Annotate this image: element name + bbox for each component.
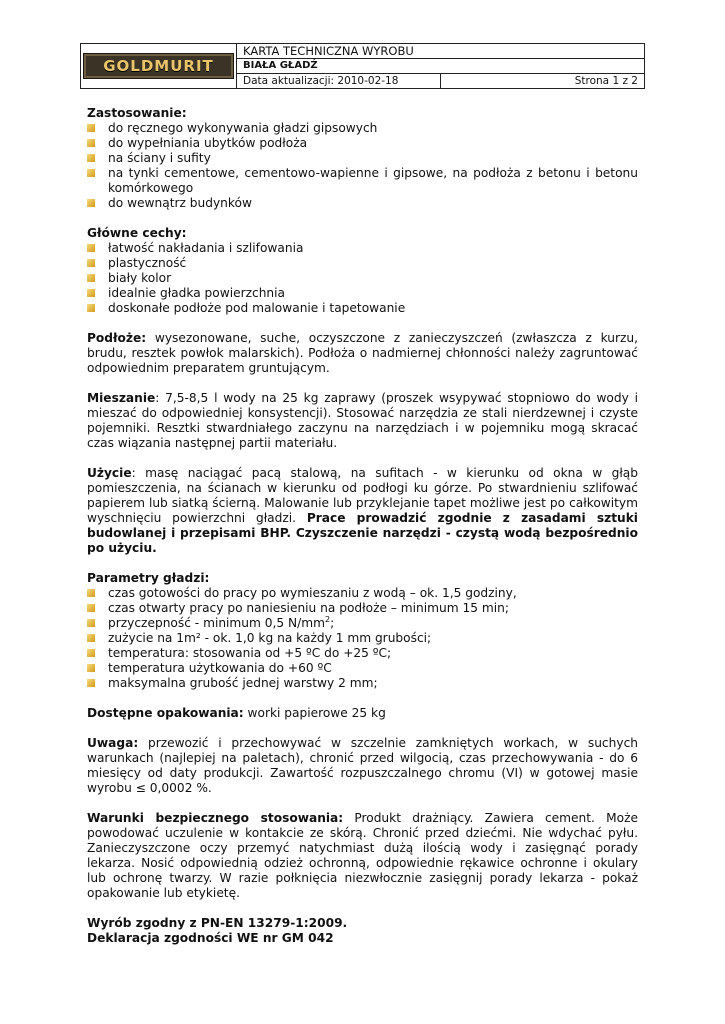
section-cechy [87, 226, 638, 316]
parametry-list [87, 586, 638, 691]
section-opakowania [87, 706, 638, 721]
opakowania-label: Dostępne opakowania: [87, 706, 244, 720]
list-item: biały kolor [87, 271, 638, 286]
zastosowanie-heading: Zastosowanie: [87, 106, 187, 120]
bullet-icon [87, 154, 95, 162]
zastosowanie-list [87, 121, 638, 211]
product-name: BIAŁA GŁADŹ [237, 59, 645, 74]
list-item: łatwość nakładania i szlifowania [87, 241, 638, 256]
bullet-icon [87, 649, 95, 657]
bullet-icon [87, 199, 95, 207]
bullet-icon [87, 304, 95, 312]
section-podloze [87, 331, 638, 376]
list-item: do wewnątrz budynków [87, 196, 638, 211]
bullet-icon [87, 679, 95, 687]
mieszanie-text: : 7,5-8,5 l wody na 25 kg zaprawy (proszek wsypywać stopniowo do wody i mieszać do odpowiedniej konsystencji). Stosować narzędzia ze stali nierdzewnej i czyste pojemniki. Resztki stwardniałego zaczynu na narzędziach i w pojemniku mogą skracać czas wiązania następnej partii materiału. [87, 391, 638, 450]
bullet-icon [87, 289, 95, 297]
warunki-text: Produkt drażniący. Zawiera cement. Może powodować uczulenie w kontakcie ze skórą. Chronić przed dziećmi. Nie wdychać pyłu. Zanieczyszczone oczy przemyć natychmiast dużą ilością wody i zasięgnąć porady lekarza. Nosić odpowiednią odzież ochronną, odpowiednie rękawice ochronne i okulary lub ochronę twarzy. W razie połknięcia niezwłocznie zasięgnij porady lekarza - pokaż opakowanie lub etykietę. [87, 811, 638, 900]
section-mieszanie [87, 391, 638, 451]
uzycie-label: Użycie [87, 466, 132, 480]
page-number: Strona 1 z 2 [441, 74, 645, 89]
list-item: maksymalna grubość jednej warstwy 2 mm; [87, 676, 638, 691]
list-item: plastyczność [87, 256, 638, 271]
section-parametry [87, 571, 638, 691]
doc-type-title: KARTA TECHNICZNA WYROBU [237, 44, 645, 59]
document-header [80, 43, 645, 89]
mieszanie-label: Mieszanie [87, 391, 156, 405]
bullet-icon [87, 259, 95, 267]
goldmurit-logo: GOLDMURIT [83, 53, 234, 79]
podloze-text: wysezonowane, suche, oczyszczone z zanieczyszczeń (zwłaszcza z kurzu, brudu, resztek powłok malarskich). Podłoża o nadmiernej chłonności należy zagruntować odpowiednim preparatem gruntującym. [87, 331, 638, 375]
list-item: do ręcznego wykonywania gładzi gipsowych [87, 121, 638, 136]
list-item: czas otwarty pracy po naniesieniu na podłoże – minimum 15 min; [87, 601, 638, 616]
cechy-list [87, 241, 638, 316]
declaration-number: Deklaracja zgodności WE nr GM 042 [87, 931, 334, 945]
section-uzycie [87, 466, 638, 556]
cechy-heading: Główne cechy: [87, 226, 187, 240]
list-item: na tynki cementowe, cementowo-wapienne i gipsowe, na podłoża z betonu i betonu komórkowego [87, 166, 638, 196]
bullet-icon [87, 169, 95, 177]
list-item: czas gotowości do pracy po wymieszaniu z wodą – ok. 1,5 godziny, [87, 586, 638, 601]
list-item: zużycie na 1m² - ok. 1,0 kg na każdy 1 mm grubości; [87, 631, 638, 646]
bullet-icon [87, 619, 95, 627]
uwaga-label: Uwaga: [87, 736, 139, 750]
compliance-statement: Wyrób zgodny z PN-EN 13279-1:2009. [87, 916, 348, 930]
bullet-icon [87, 139, 95, 147]
section-uwaga [87, 736, 638, 796]
uzycie-bold-text: Prace prowadzić zgodnie z zasadami sztuki budowlanej i przepisami BHP. Czyszczenie narzędzi - czystą wodą bezpośrednio po użyciu. [87, 511, 638, 555]
podloze-label: Podłoże: [87, 331, 147, 345]
update-date: Data aktualizacji: 2010-02-18 [237, 74, 441, 89]
list-item: idealnie gładka powierzchnia [87, 286, 638, 301]
list-item: doskonałe podłoże pod malowanie i tapetowanie [87, 301, 638, 316]
bullet-icon [87, 589, 95, 597]
bullet-icon [87, 274, 95, 282]
section-zastosowanie [87, 106, 638, 211]
section-warunki [87, 811, 638, 901]
list-item: na ściany i sufity [87, 151, 638, 166]
list-item: do wypełniania ubytków podłoża [87, 136, 638, 151]
bullet-icon [87, 634, 95, 642]
logo-cell [81, 44, 237, 89]
document-body [87, 106, 638, 946]
list-item: temperatura: stosowania od +5 ºC do +25 ºC; [87, 646, 638, 661]
bullet-icon [87, 124, 95, 132]
list-item: przyczepność - minimum 0,5 $N/mm^2$; [87, 616, 638, 631]
warunki-label: Warunki bezpiecznego stosowania: [87, 811, 344, 825]
uzycie-text: : masę naciągać pacą stalową, na sufitach - w kierunku od okna w głąb pomieszczenia, na ścianach w kierunku od podłogi ku górze. Po stwardnieniu szlifować papierem lub siatką ścierną. Malowanie lub przyklejanie tapet możliwe jest po całkowitym wyschnięciu powierzchni gładzi. [87, 466, 638, 525]
bullet-icon [87, 664, 95, 672]
bullet-icon [87, 604, 95, 612]
uwaga-text: przewozić i przechowywać w szczelnie zamkniętych workach, w suchych warunkach (najlepiej na paletach), chronić przed wilgocią, czas przechowywania - do 6 miesięcy od daty produkcji. Zawartość rozpuszczalnego chromu (VI) w gotowej masie wyrobu ≤ 0,0002 %. [87, 736, 638, 795]
opakowania-text: worki papierowe 25 kg [243, 706, 386, 720]
parametry-heading: Parametry gładzi: [87, 571, 210, 585]
list-item: temperatura użytkowania do +60 ºC [87, 661, 638, 676]
bullet-icon [87, 244, 95, 252]
